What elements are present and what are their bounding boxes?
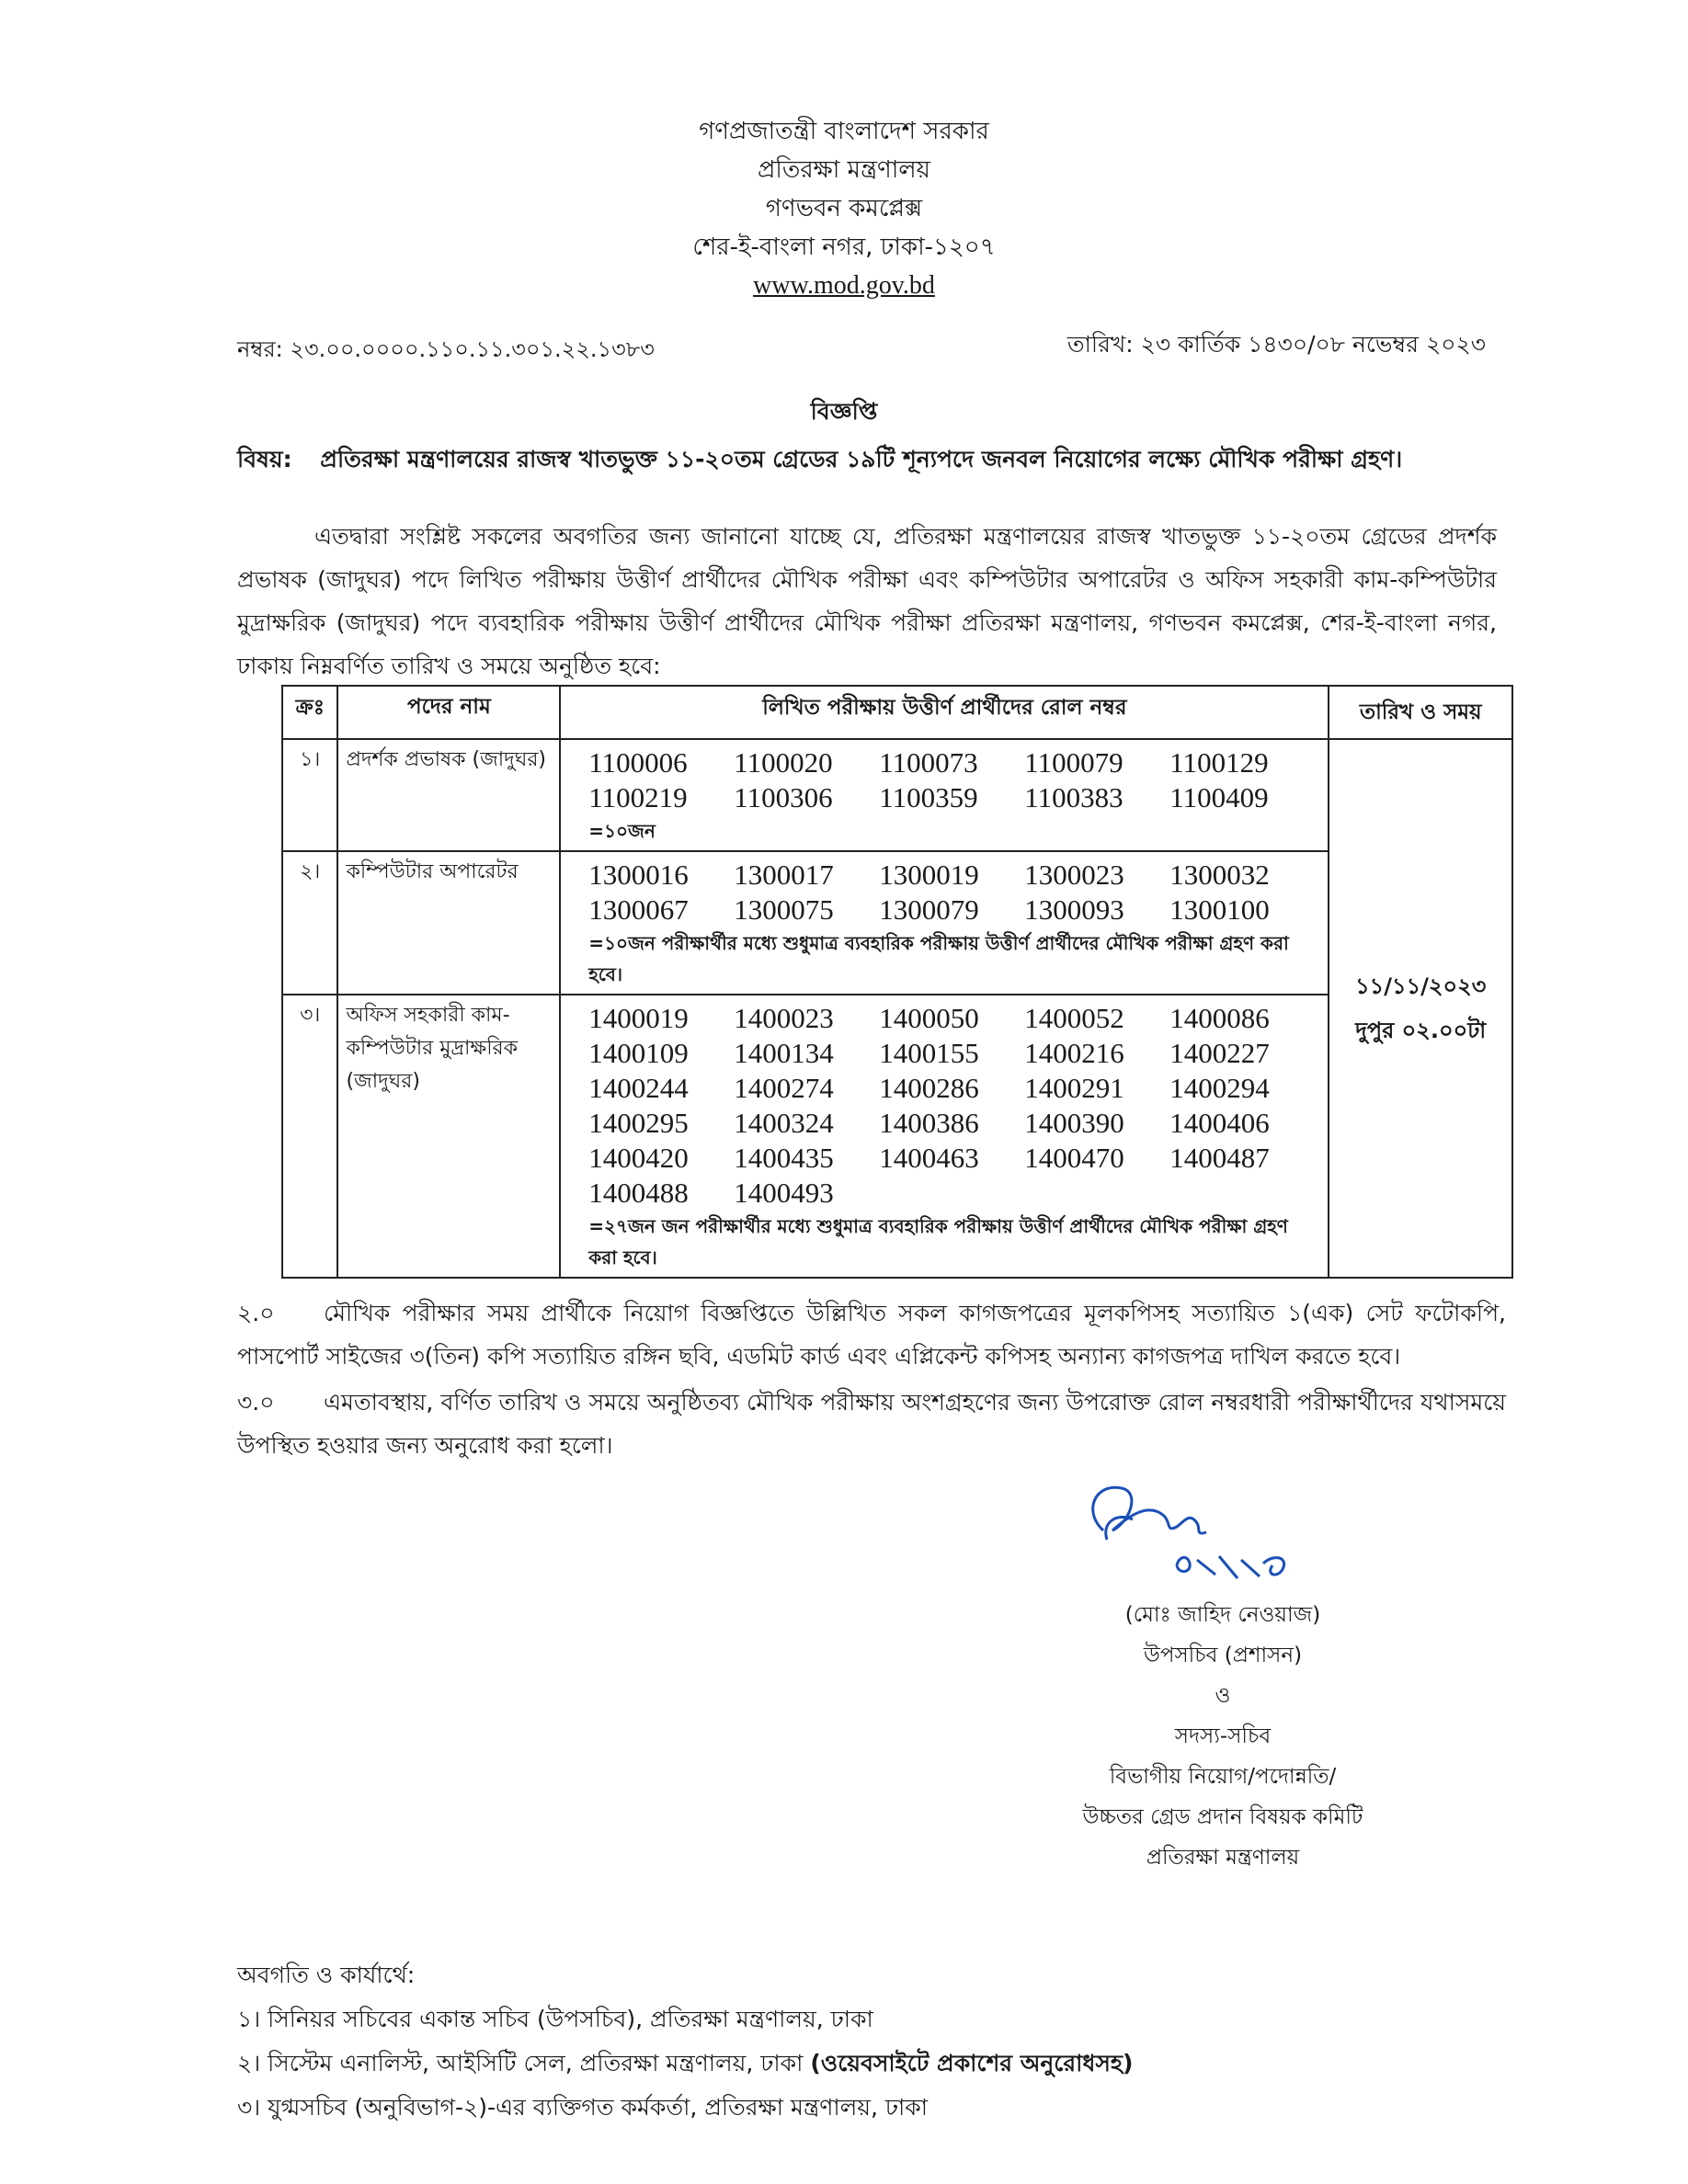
roll-number: 1100020 (734, 746, 833, 779)
row-note: =১০জন পরীক্ষার্থীর মধ্যে শুধুমাত্র ব্যবহারিক পরীক্ষায় উত্তীর্ণ প্রার্থীদের মৌখিক পরীক্ষা গ্রহণ করা হবে। (588, 932, 1289, 985)
ministry-name: প্রতিরক্ষা মন্ত্রণালয় (758, 156, 930, 184)
cc-item-text: ২। সিস্টেম এনালিস্ট, আইসিটি সেল, প্রতিরক্ষা মন্ত্রণালয়, ঢাকা (237, 2050, 811, 2076)
cc-item: ৩। যুগ্মসচিব (অনুবিভাগ-২)-এর ব্যক্তিগত কর্মকর্তা, প্রতিরক্ষা মন্ত্রণালয়, ঢাকা (237, 2094, 928, 2121)
roll-number: 1400052 (1024, 1002, 1124, 1034)
roll-number: 1400274 (734, 1072, 834, 1104)
roll-number: 1400244 (588, 1072, 689, 1104)
roll-number: 1400294 (1169, 1072, 1270, 1104)
header-post: পদের নাম (337, 686, 560, 739)
address: শের-ই-বাংলা নগর, ঢাকা-১২০৭ (692, 233, 996, 261)
row-sl: ৩। (282, 995, 337, 1278)
copy-to-list (237, 1953, 1133, 2130)
row-sl: ১। (282, 739, 337, 851)
table-row (282, 851, 1512, 995)
roll-number: 1300093 (1024, 893, 1124, 926)
roll-number: 1400019 (588, 1002, 689, 1034)
signatory-role: সদস্য-সচিব (1174, 1724, 1272, 1748)
roll-number: 1100079 (1024, 746, 1123, 779)
header-datetime: তারিখ ও সময় (1329, 686, 1512, 739)
handwritten-signature (1076, 1475, 1315, 1604)
roll-number: 1400050 (879, 1002, 979, 1034)
website-link[interactable]: www.mod.gov.bd (753, 271, 935, 300)
letterhead (0, 112, 1688, 305)
notice-title: বিজ্ঞপ্তি (810, 398, 878, 425)
roll-number: 1400488 (588, 1177, 689, 1209)
roll-number: 1400493 (734, 1177, 834, 1209)
cc-item (237, 2042, 1133, 2086)
roll-number: 1300016 (588, 859, 689, 891)
para-number: ২.০ (237, 1300, 275, 1326)
roll-number: 1300100 (1169, 893, 1270, 926)
subject-text: প্রতিরক্ষা মন্ত্রণালয়ের রাজস্ব খাতভুক্ত ১১-২০তম গ্রেডের ১৯টি শূন্যপদে জনবল নিয়োগের লক্ষ্যে মৌখিক পরীক্ষা গ্রহণ। (320, 446, 1403, 472)
roll-number: 1400086 (1169, 1002, 1270, 1034)
roll-number: 1300079 (879, 893, 979, 926)
signatory-name: (মোঃ জাহিদ নেওয়াজ) (1124, 1603, 1321, 1627)
roll-number: 1400023 (734, 1002, 834, 1034)
roll-number: 1400227 (1169, 1037, 1270, 1069)
roll-number: 1400109 (588, 1037, 689, 1069)
govt-name: গণপ্রজাতন্ত্রী বাংলাদেশ সরকার (699, 118, 989, 145)
roll-number: 1400286 (879, 1072, 979, 1104)
row-note: =২৭জন জন পরীক্ষার্থীর মধ্যে শুধুমাত্র ব্যবহারিক পরীক্ষায় উত্তীর্ণ প্রার্থীদের মৌখিক পরীক্ষা গ্রহণ করা হবে। (588, 1215, 1288, 1268)
roll-number: 1400386 (879, 1107, 979, 1139)
roll-grid (568, 856, 1320, 927)
cc-title: অবগতি ও কার্যার্থে: (237, 1962, 416, 1988)
roll-number: 1400134 (734, 1037, 834, 1069)
roll-number: 1400463 (879, 1142, 979, 1174)
memo-number: নম্বর: ২৩.০০.০০০০.১১০.১১.৩০১.২২.১৩৮৩ (237, 336, 655, 362)
roll-number: 1300017 (734, 859, 834, 891)
header-sl: ক্রঃ (282, 686, 337, 739)
roll-number: 1400420 (588, 1142, 689, 1174)
row-rolls (560, 739, 1329, 851)
row-sl: ২। (282, 851, 337, 995)
table-row (282, 995, 1512, 1278)
signatory-and: ও (1215, 1684, 1231, 1708)
exam-time: দুপুর ০২.০০টা (1355, 1018, 1487, 1043)
row-post: কম্পিউটার অপারেটর (337, 851, 560, 995)
roll-grid (568, 999, 1320, 1211)
roll-number: 1300067 (588, 893, 689, 926)
roll-number: 1100073 (879, 746, 978, 779)
roll-number: 1400291 (1024, 1072, 1124, 1104)
header-rolls: লিখিত পরীক্ষায় উত্তীর্ণ প্রার্থীদের রোল নম্বর (560, 686, 1329, 739)
roll-number: 1400155 (879, 1037, 979, 1069)
para-number: ৩.০ (237, 1389, 275, 1416)
roll-number: 1400390 (1024, 1107, 1124, 1139)
row-post: অফিস সহকারী কাম-কম্পিউটার মুদ্রাক্ষরিক (জাদুঘর) (337, 995, 560, 1278)
subject-line (237, 441, 1524, 481)
row-rolls (560, 851, 1329, 995)
body-paragraph: এতদ্বারা সংশ্লিষ্ট সকলের অবগতির জন্য জানানো যাচ্ছে যে, প্রতিরক্ষা মন্ত্রণালয়ের রাজস্ব খাতভুক্ত ১১-২০তম গ্রেডের প্রদর্শক প্রভাষক (জাদুঘর) পদে লিখিত পরীক্ষায় উত্তীর্ণ প্রার্থীদের মৌখিক পরীক্ষা এবং কম্পিউটার অপারেটর ও অফিস সহকারী কাম-কম্পিউটার মুদ্রাক্ষরিক (জাদুঘর) পদে ব্যবহারিক পরীক্ষায় উত্তীর্ণ প্রার্থীদের মৌখিক পরীক্ষা প্রতিরক্ষা মন্ত্রণালয়, গণভবন কমপ্লেক্স, শের-ই-বাংলা নগর, ঢাকায় নিম্নবর্ণিত তারিখ ও সময়ে অনুষ্ঠিত হবে: (237, 523, 1497, 679)
roll-number: 1400470 (1024, 1142, 1124, 1174)
roll-number: 1100219 (588, 781, 688, 813)
para-text: মৌখিক পরীক্ষার সময় প্রার্থীকে নিয়োগ বিজ্ঞপ্তিতে উল্লিখিত সকল কাগজপত্রের মূলকপিসহ সত্যায়িত ১(এক) সেট ফটোকপি, পাসপোর্ট সাইজের ৩(তিন) কপি সত্যায়িত রঙ্গিন ছবি, এডমিট কার্ড এবং এপ্লিকেন্ট কপিসহ অন্যান্য কাগজপত্র দাখিল করতে হবে। (237, 1300, 1506, 1370)
roll-number: 1100383 (1024, 781, 1123, 813)
complex-name: গণভবন কমপ্লেক্স (765, 195, 923, 222)
roll-number: 1400216 (1024, 1037, 1124, 1069)
roll-number: 1300032 (1169, 859, 1270, 891)
roll-number: 1100129 (1169, 746, 1269, 779)
roll-number: 1400435 (734, 1142, 834, 1174)
roll-number: 1300023 (1024, 859, 1124, 891)
roll-number: 1100359 (879, 781, 978, 813)
paragraph-3 (237, 1381, 1506, 1467)
row-post: প্রদর্শক প্রভাষক (জাদুঘর) (337, 739, 560, 851)
roll-number: 1300019 (879, 859, 979, 891)
signatory-designation: উপসচিব (প্রশাসন) (1143, 1644, 1303, 1667)
signatory-role: বিভাগীয় নিয়োগ/পদোন্নতি/ (1109, 1765, 1337, 1789)
signatory-block (1039, 1595, 1407, 1878)
roll-number: 1100006 (588, 746, 688, 779)
row-rolls (560, 995, 1329, 1278)
signatory-role: প্রতিরক্ষা মন্ত্রণালয় (1146, 1846, 1300, 1870)
table-row (282, 739, 1512, 851)
subject-label: বিষয়: (237, 446, 292, 472)
paragraph-2 (237, 1291, 1506, 1378)
row-note: =১০জন (588, 820, 656, 842)
roll-number: 1100409 (1169, 781, 1269, 813)
roll-number-table (281, 685, 1513, 1279)
cc-item: ১। সিনিয়র সচিবের একান্ত সচিব (উপসচিব), প্রতিরক্ষা মন্ত্রণালয়, ঢাকা (237, 2006, 873, 2032)
roll-number: 1300075 (734, 893, 834, 926)
roll-grid (568, 744, 1320, 815)
roll-number: 1400324 (734, 1107, 834, 1139)
table-header-row (282, 686, 1512, 739)
para-text: এমতাবস্থায়, বর্ণিত তারিখ ও সময়ে অনুষ্ঠিতব্য মৌখিক পরীক্ষায় অংশগ্রহণের জন্য উপরোক্ত রোল নম্বরধারী পরীক্ষার্থীদের যথাসময়ে উপস্থিত হওয়ার জন্য অনুরোধ করা হলো। (237, 1389, 1506, 1459)
cc-item-bold: (ওয়েবসাইটে প্রকাশের অনুরোধসহ) (810, 2050, 1134, 2076)
exam-datetime (1329, 739, 1512, 1278)
exam-date: ১১/১১/২০২৩ (1355, 973, 1487, 999)
memo-date: তারিখ: ২৩ কার্তিক ১৪৩০/০৮ নভেম্বর ২০২৩ (1066, 331, 1486, 358)
roll-number: 1100306 (734, 781, 833, 813)
roll-number: 1400406 (1169, 1107, 1270, 1139)
signatory-role: উচ্চতর গ্রেড প্রদান বিষয়ক কমিটি (1082, 1805, 1363, 1829)
roll-number: 1400487 (1169, 1142, 1270, 1174)
roll-number: 1400295 (588, 1107, 689, 1139)
